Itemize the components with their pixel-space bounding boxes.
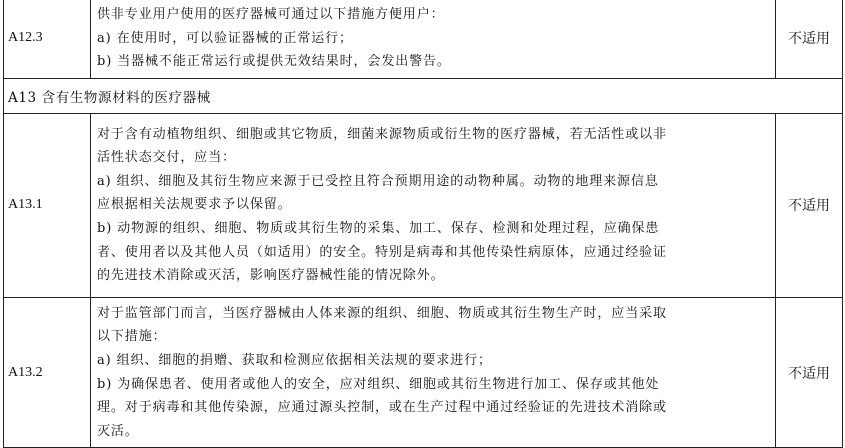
text-line: b) 动物源的组织、细胞、物质或其衍生物的采集、加工、保存、检测和处理过程，应确保患 — [97, 221, 660, 237]
table-row — [4, 0, 843, 78]
text-line: 活性状态交付，应当： — [97, 150, 237, 166]
text-line: 理。对于病毒和其他传染源，应通过源头控制，或在生产过程中通过经验证的先进技术消除或 — [97, 400, 667, 416]
table-row — [4, 297, 843, 448]
section-row — [4, 78, 843, 113]
text-line: a) 组织、细胞的捐赠、获取和检测应依据相关法规的要求进行； — [97, 352, 492, 368]
text-line: 灭活。 — [97, 423, 139, 439]
clause-id: A13.2 — [4, 297, 91, 448]
clause-id: A13.1 — [4, 113, 91, 297]
text-line: b) 为确保患者、使用者或他人的安全，应对组织、细胞或其衍生物进行加工、保存或其他处 — [97, 376, 660, 392]
text-line: 应根据相关法规要求予以保留。 — [97, 197, 292, 213]
applicability-status: 不适用 — [776, 297, 843, 448]
section-heading: A13 含有生物源材料的医疗器械 — [4, 78, 843, 113]
table-row — [4, 113, 843, 297]
requirements-table — [3, 0, 843, 448]
text-line: 以下措施： — [97, 329, 167, 345]
text-line: 的先进技术消除或灭活，影响医疗器械性能的情况除外。 — [97, 268, 445, 284]
applicability-status: 不适用 — [776, 113, 843, 297]
clause-id: A12.3 — [4, 0, 91, 78]
requirement-text — [91, 297, 776, 448]
requirement-text — [91, 0, 776, 78]
text-line: 者、使用者以及其他人员（如适用）的安全。特别是病毒和其他传染性病原体，应通过经验证 — [97, 244, 667, 260]
text-line: a) 组织、细胞及其衍生物应来源于已受控且符合预期用途的动物种属。动物的地理来源信息 — [97, 173, 659, 189]
text-line: b) 当器械不能正常运行或提供无效结果时，会发出警告。 — [97, 54, 451, 70]
requirement-text — [91, 113, 776, 297]
text-line: 供非专业用户使用的医疗器械可通过以下措施方便用户： — [97, 7, 445, 22]
text-line: 对于含有动植物组织、细胞或其它物质，细菌来源物质或衍生物的医疗器械，若无活性或以非 — [97, 126, 667, 142]
applicability-status: 不适用 — [776, 0, 843, 78]
text-line: a) 在使用时，可以验证器械的正常运行； — [97, 30, 353, 46]
text-line: 对于监管部门而言，当医疗器械由人体来源的组织、细胞、物质或其衍生物生产时，应当采取 — [97, 305, 667, 321]
